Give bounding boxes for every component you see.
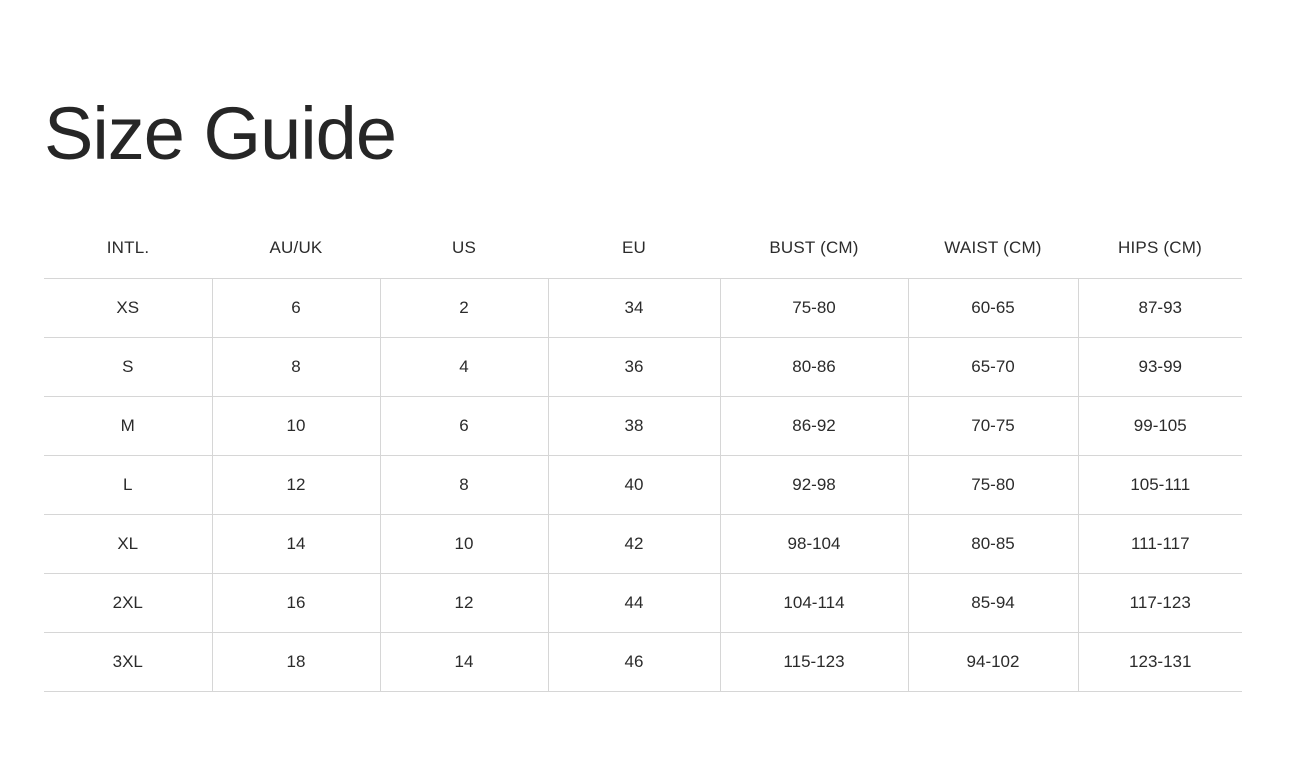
column-header-intl: INTL.	[106, 238, 150, 257]
cell-bust: 98-104	[720, 515, 908, 574]
cell-bust: 75-80	[720, 279, 908, 338]
cell-hips: 123-131	[1078, 633, 1242, 692]
cell-au-uk: 10	[212, 397, 380, 456]
cell-intl: 3XL	[44, 633, 212, 692]
column-header-us: US	[451, 238, 477, 257]
cell-waist: 65-70	[908, 338, 1078, 397]
cell-us: 10	[380, 515, 548, 574]
cell-au-uk: 12	[212, 456, 380, 515]
cell-intl: XS	[44, 279, 212, 338]
cell-intl: M	[44, 397, 212, 456]
table-row	[44, 338, 1242, 397]
cell-bust: 115-123	[720, 633, 908, 692]
cell-hips: 93-99	[1078, 338, 1242, 397]
column-header-eu: EU	[621, 238, 647, 257]
cell-bust: 104-114	[720, 574, 908, 633]
cell-bust: 92-98	[720, 456, 908, 515]
cell-us: 2	[380, 279, 548, 338]
cell-intl: 2XL	[44, 574, 212, 633]
page-title: Size Guide	[44, 91, 396, 175]
cell-intl: XL	[44, 515, 212, 574]
cell-eu: 36	[548, 338, 720, 397]
cell-hips: 87-93	[1078, 279, 1242, 338]
column-header-au-uk: AU/UK	[269, 238, 323, 257]
table-header	[44, 228, 1242, 279]
cell-au-uk: 6	[212, 279, 380, 338]
cell-waist: 75-80	[908, 456, 1078, 515]
cell-waist: 60-65	[908, 279, 1078, 338]
cell-bust: 86-92	[720, 397, 908, 456]
cell-hips: 111-117	[1078, 515, 1242, 574]
cell-hips: 117-123	[1078, 574, 1242, 633]
cell-hips: 105-111	[1078, 456, 1242, 515]
cell-us: 14	[380, 633, 548, 692]
size-chart-table	[44, 228, 1242, 692]
cell-us: 6	[380, 397, 548, 456]
table-row	[44, 574, 1242, 633]
table-row	[44, 633, 1242, 692]
column-header-waist: WAIST (CM)	[944, 238, 1042, 257]
cell-waist: 85-94	[908, 574, 1078, 633]
column-header-hips: HIPS (CM)	[1118, 238, 1202, 257]
cell-waist: 80-85	[908, 515, 1078, 574]
table-row	[44, 279, 1242, 338]
cell-au-uk: 14	[212, 515, 380, 574]
cell-eu: 42	[548, 515, 720, 574]
table-row	[44, 397, 1242, 456]
table-body	[44, 279, 1242, 692]
cell-waist: 70-75	[908, 397, 1078, 456]
cell-au-uk: 18	[212, 633, 380, 692]
cell-eu: 38	[548, 397, 720, 456]
cell-au-uk: 8	[212, 338, 380, 397]
cell-hips: 99-105	[1078, 397, 1242, 456]
size-chart-container	[44, 228, 1242, 692]
cell-waist: 94-102	[908, 633, 1078, 692]
cell-eu: 46	[548, 633, 720, 692]
cell-bust: 80-86	[720, 338, 908, 397]
table-row	[44, 456, 1242, 515]
cell-eu: 40	[548, 456, 720, 515]
cell-us: 8	[380, 456, 548, 515]
column-header-bust: BUST (CM)	[769, 238, 859, 257]
table-header-row	[44, 228, 1242, 279]
cell-us: 12	[380, 574, 548, 633]
cell-eu: 44	[548, 574, 720, 633]
cell-us: 4	[380, 338, 548, 397]
cell-eu: 34	[548, 279, 720, 338]
table-row	[44, 515, 1242, 574]
cell-intl: S	[44, 338, 212, 397]
cell-intl: L	[44, 456, 212, 515]
cell-au-uk: 16	[212, 574, 380, 633]
